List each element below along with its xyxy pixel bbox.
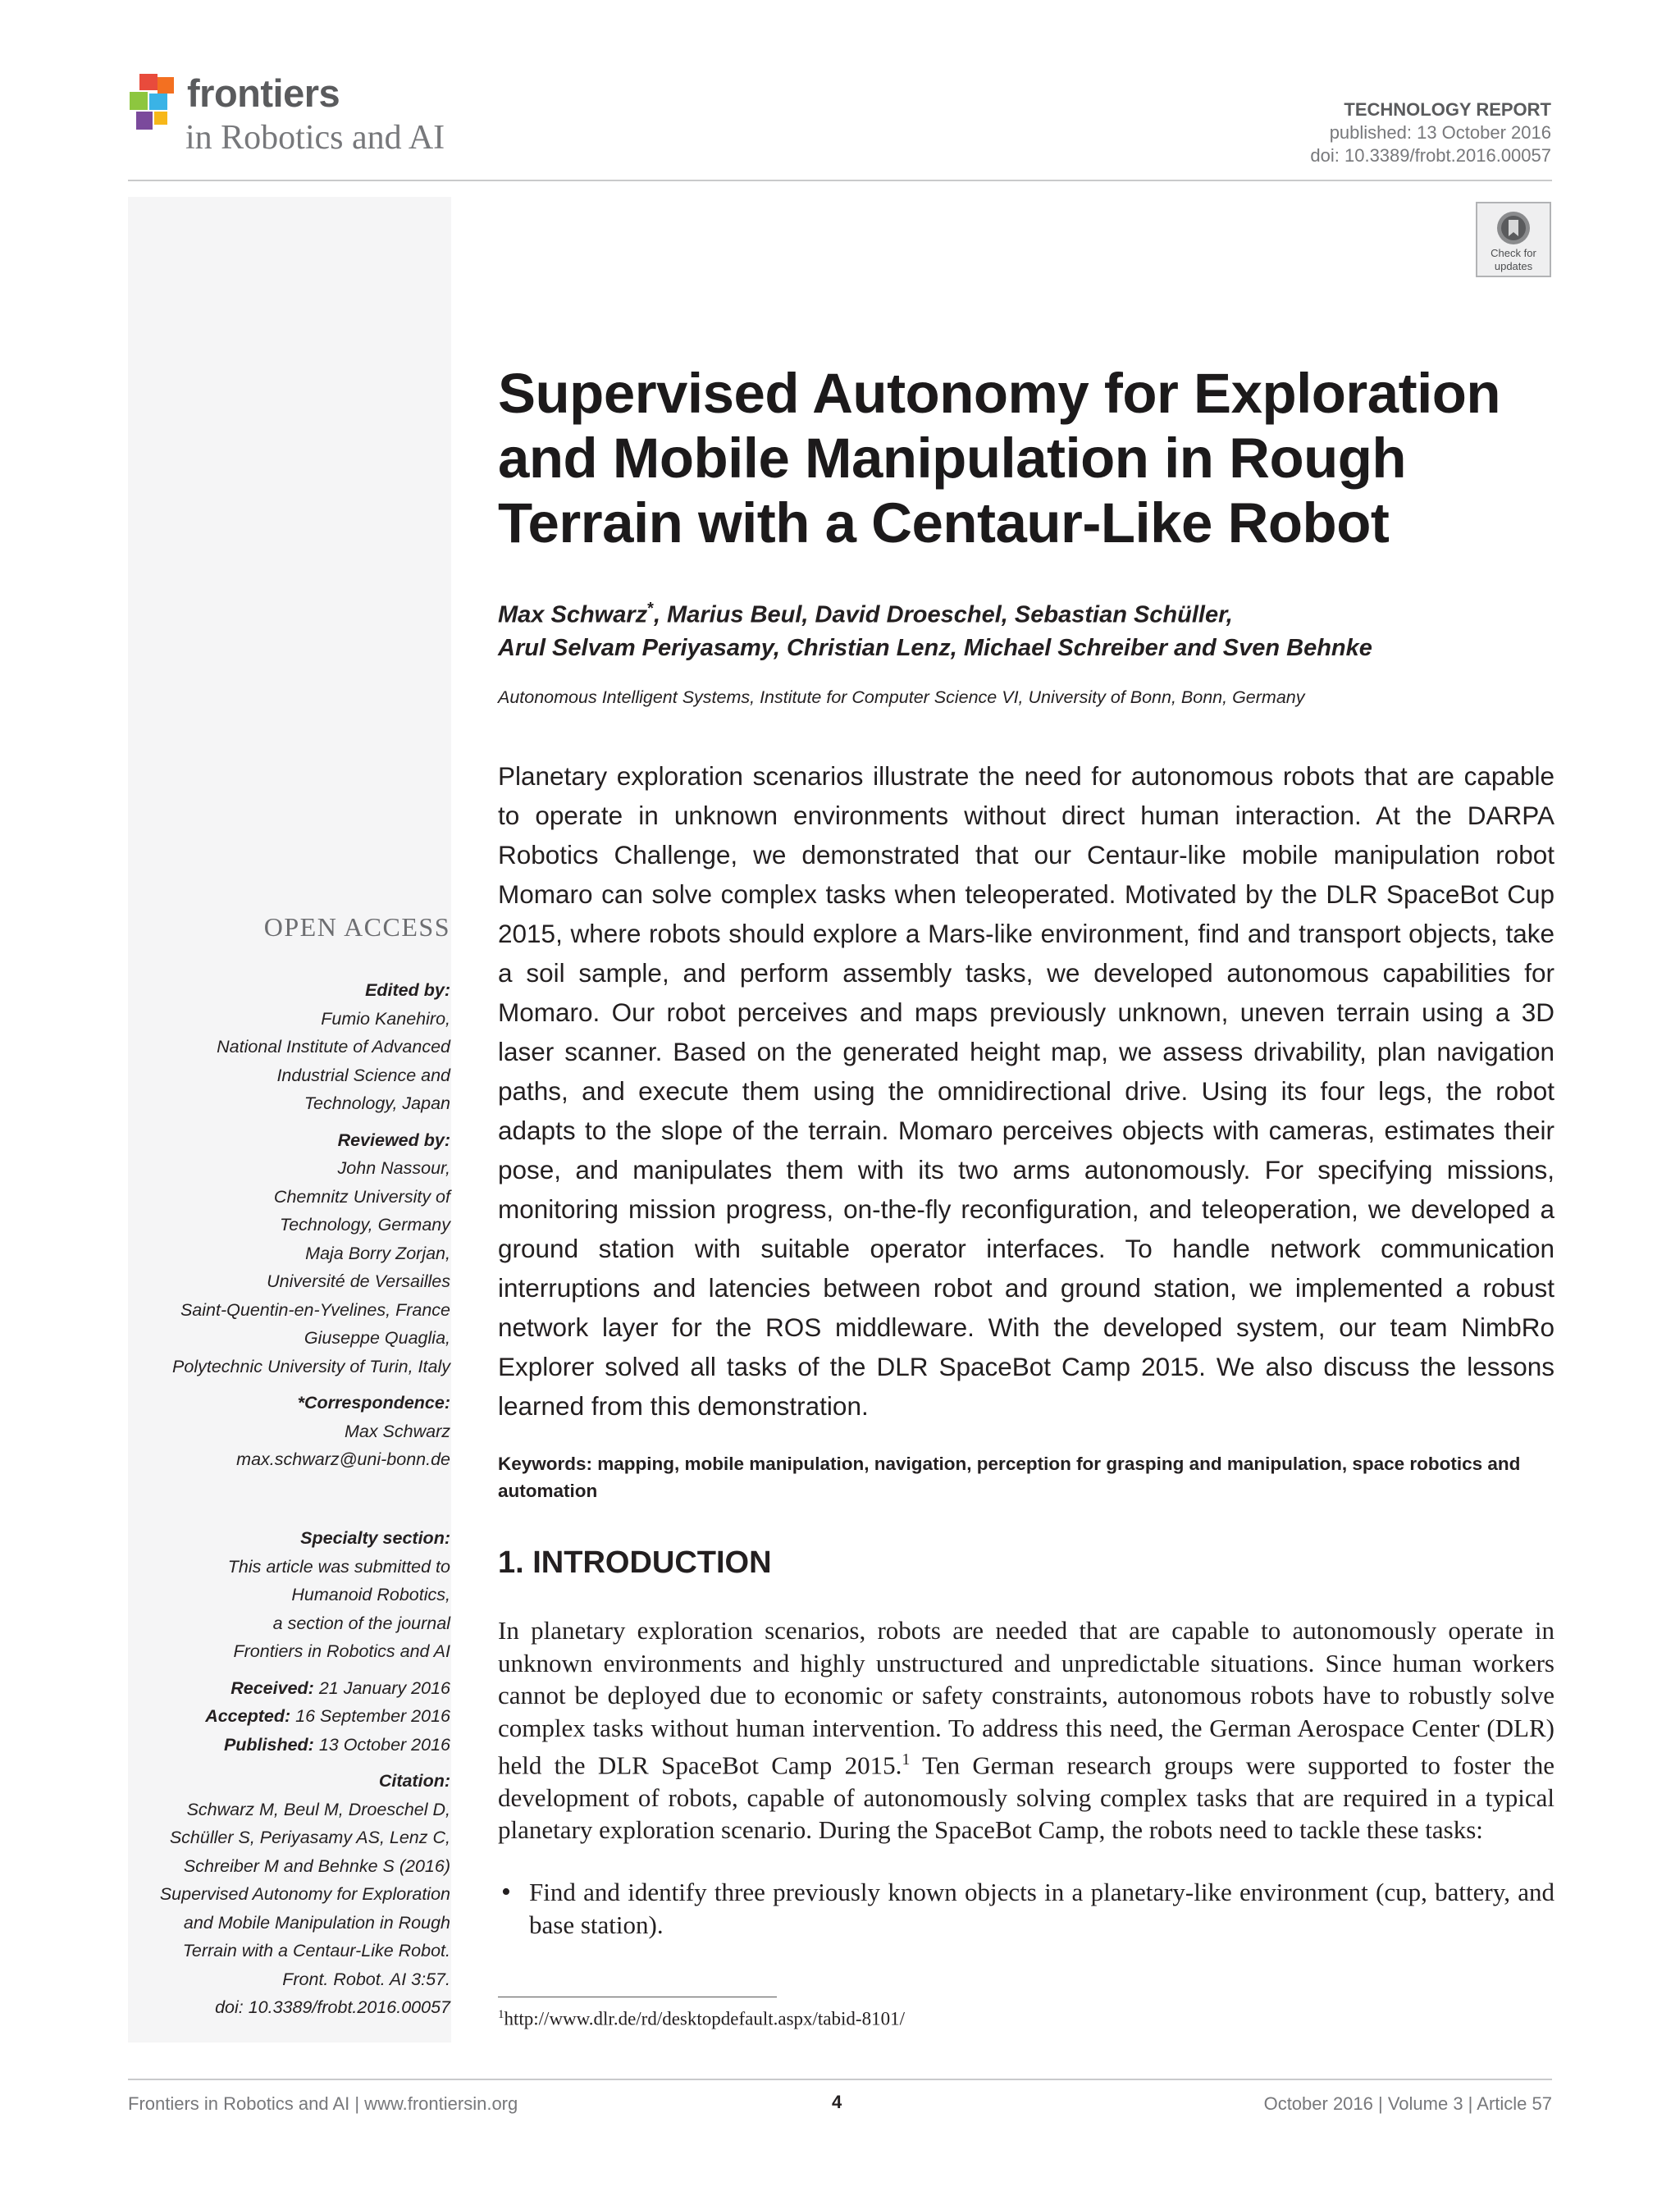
report-type: TECHNOLOGY REPORT bbox=[1344, 99, 1551, 120]
published-label: Published: bbox=[223, 1734, 314, 1755]
author-list bbox=[498, 592, 1556, 664]
specialty-section bbox=[160, 1524, 450, 1666]
logo-wordmark: frontiers bbox=[187, 71, 340, 115]
title-line: Supervised Autonomy for Exploration bbox=[498, 362, 1501, 425]
citation-line: Front. Robot. AI 3:57. bbox=[282, 1969, 450, 1989]
open-access-label: OPEN ACCESS bbox=[263, 912, 450, 942]
citation-line: Schwarz M, Beul M, Droeschel D, bbox=[186, 1799, 450, 1819]
sidebar-info-lower bbox=[160, 1524, 450, 2030]
received-date bbox=[160, 1674, 450, 1703]
received-value: 21 January 2016 bbox=[318, 1677, 450, 1698]
task-list bbox=[498, 1876, 1554, 1941]
citation-line: Terrain with a Centaur-Like Robot. bbox=[182, 1941, 450, 1960]
specialty-line: This article was submitted to bbox=[227, 1556, 450, 1577]
correspondence-heading: *Correspondence: bbox=[297, 1393, 450, 1413]
article-meta bbox=[1310, 98, 1551, 167]
logo-journal-name: in Robotics and AI bbox=[185, 119, 445, 157]
footer-journal-link[interactable]: Frontiers in Robotics and AI | www.frontiersin.org bbox=[128, 2093, 518, 2114]
footnote bbox=[498, 2008, 905, 2030]
corresponding-marker: * bbox=[647, 600, 654, 618]
citation-line: Supervised Autonomy for Exploration bbox=[159, 1884, 450, 1904]
footnote-number: 1 bbox=[498, 2008, 504, 2021]
specialty-line: Humanoid Robotics, bbox=[291, 1585, 450, 1604]
editor-line: Industrial Science and bbox=[276, 1065, 450, 1085]
citation-line: and Mobile Manipulation in Rough bbox=[183, 1912, 450, 1933]
abstract-text: Planetary exploration scenarios illustrate the need for autonomous robots that are capable to operate in unknown environments without direct human interaction. At the DARPA Robotics Challenge, we demonstrated that our Centaur-like mobile manipulation robot Momaro can solve complex tasks when teleoperated. Motivated by the DLR SpaceBot Cup 2015, where robots should explore a Mars-like environment, find and transport objects, take a soil sample, and perform assembly tasks, we developed autonomous capabilities for Momaro. Our robot perceives and maps previously unknown, uneven terrain using a 3D laser scanner. Based on the generated height map, we assess drivability, plan navigation paths, and execute them using the omnidirectional drive. Using its four legs, the robot adapts to the slope of the terrain. Momaro perceives objects with cameras, estimates their pose, and manipulates them with its two arms autonomously. For specifying missions, monitoring mission progress, on-the-fly reconfiguration, and teleoperation, we developed a ground station with suitable operator interfaces. To handle network communication interruptions and latencies between robot and ground station, we implemented a robust network layer for the ROS middleware. With the developed system, our team NimbRo Explorer solved all tasks of the DLR SpaceBot Camp 2015. We also discuss the lessons learned from this demonstration. bbox=[498, 761, 1554, 1421]
correspondence-email-link[interactable]: max.schwarz@uni-bonn.de bbox=[236, 1449, 450, 1469]
title-line: and Mobile Manipulation in Rough bbox=[498, 427, 1407, 490]
reviewed-by-heading: Reviewed by: bbox=[337, 1130, 450, 1150]
article-doi[interactable]: doi: 10.3389/frobt.2016.00057 bbox=[1310, 145, 1551, 166]
footer-divider bbox=[128, 2079, 1552, 2080]
intro-text: In planetary exploration scenarios, robots are needed that are capable to autonomously operate in unknown environments and highly unstructured and unpredictable situations. Since human workers cannot be deployed due to economic or safety constraints, autonomous robots have to robustly solve complex tasks without human intervention. To address this need, the German Aerospace Center (DLR) held the DLR SpaceBot Camp 2015. bbox=[498, 1616, 1554, 1780]
dates-section bbox=[160, 1674, 450, 1760]
correspondence-section bbox=[172, 1389, 450, 1474]
reviewer-line: Chemnitz University of bbox=[273, 1186, 450, 1207]
check-updates-label-2: updates bbox=[1494, 260, 1533, 272]
received-label: Received: bbox=[231, 1677, 314, 1698]
author-name[interactable]: Max Schwarz bbox=[498, 601, 648, 628]
editor-line: National Institute of Advanced bbox=[217, 1037, 450, 1057]
reviewer-line: Maja Borry Zorjan, bbox=[305, 1243, 450, 1263]
accepted-label: Accepted: bbox=[205, 1706, 291, 1726]
specialty-line: a section of the journal bbox=[272, 1613, 450, 1633]
sidebar-info bbox=[172, 976, 450, 1482]
reviewer-line: Giuseppe Quaglia, bbox=[304, 1328, 450, 1348]
citation-line: Schreiber M and Behnke S (2016) bbox=[183, 1855, 450, 1876]
intro-text-cont: Ten German research groups were supported to foster the development of robots, capable of autonomously solving complex tasks that are required in a typical planetary exploration scenario. During the SpaceBot Camp, the robots need to tackle these tasks: bbox=[498, 1750, 1554, 1845]
footnote-url-link[interactable]: http://www.dlr.de/rd/desktopdefault.aspx/tabid-8101/ bbox=[504, 2008, 905, 2029]
keywords: Keywords: mapping, mobile manipulation, navigation, perception for grasping and manipulation, space robotics and automation bbox=[498, 1454, 1521, 1501]
citation-doi-link[interactable]: doi: 10.3389/frobt.2016.00057 bbox=[215, 1997, 450, 2017]
bookmark-circle-icon bbox=[1495, 210, 1532, 246]
reviewer-line: Saint-Quentin-en-Yvelines, France bbox=[180, 1299, 450, 1320]
edited-by-heading: Edited by: bbox=[365, 980, 450, 1000]
correspondence-name: Max Schwarz bbox=[344, 1421, 450, 1441]
citation-heading: Citation: bbox=[378, 1771, 450, 1791]
published-value: 13 October 2016 bbox=[318, 1734, 450, 1755]
affiliation: Autonomous Intelligent Systems, Institute for Computer Science VI, University of Bonn, Bonn, Germany bbox=[498, 687, 1305, 707]
reviewer-line: John Nassour, bbox=[337, 1158, 450, 1178]
introduction-paragraph bbox=[498, 1614, 1554, 1846]
editor-line: Fumio Kanehiro, bbox=[321, 1008, 450, 1029]
authors-line-2: Arul Selvam Periyasamy, Christian Lenz, Michael Schreiber and Sven Behnke bbox=[498, 634, 1372, 661]
author-names: , Marius Beul, David Droeschel, Sebastian Schüller, bbox=[653, 601, 1233, 628]
accepted-value: 16 September 2016 bbox=[295, 1706, 450, 1726]
footnote-ref-link[interactable]: 1 bbox=[902, 1750, 911, 1769]
published-date: published: 13 October 2016 bbox=[1329, 122, 1551, 143]
frontiers-logo-icon bbox=[128, 72, 182, 138]
reviewed-by-section bbox=[172, 1126, 450, 1381]
check-for-updates-button[interactable] bbox=[1476, 202, 1551, 277]
article-title bbox=[498, 361, 1556, 555]
reviewer-line: Technology, Germany bbox=[280, 1215, 450, 1235]
check-updates-label: Check for bbox=[1491, 247, 1536, 259]
section-heading-introduction: 1. INTRODUCTION bbox=[498, 1545, 772, 1580]
citation-line: Schüller S, Periyasamy AS, Lenz C, bbox=[169, 1828, 450, 1847]
authors-line-1 bbox=[498, 592, 1556, 632]
header-divider bbox=[128, 180, 1552, 181]
title-line: Terrain with a Centaur-Like Robot bbox=[498, 491, 1390, 555]
specialty-line: Frontiers in Robotics and AI bbox=[233, 1641, 450, 1661]
citation-section bbox=[160, 1767, 450, 2022]
accepted-date bbox=[160, 1702, 450, 1731]
editor-line: Technology, Japan bbox=[304, 1093, 450, 1113]
journal-logo[interactable] bbox=[128, 72, 555, 171]
footer-issue-info: October 2016 | Volume 3 | Article 57 bbox=[1263, 2093, 1552, 2114]
reviewer-line: Polytechnic University of Turin, Italy bbox=[172, 1356, 450, 1376]
published-date-side bbox=[160, 1731, 450, 1760]
specialty-heading: Specialty section: bbox=[300, 1528, 450, 1548]
list-item: • Find and identify three previously known objects in a planetary-like environment (cup, battery, and base station). bbox=[498, 1876, 1554, 1941]
page-number: 4 bbox=[832, 2092, 842, 2112]
edited-by-section bbox=[172, 976, 450, 1118]
reviewer-line: Université de Versailles bbox=[267, 1271, 450, 1291]
